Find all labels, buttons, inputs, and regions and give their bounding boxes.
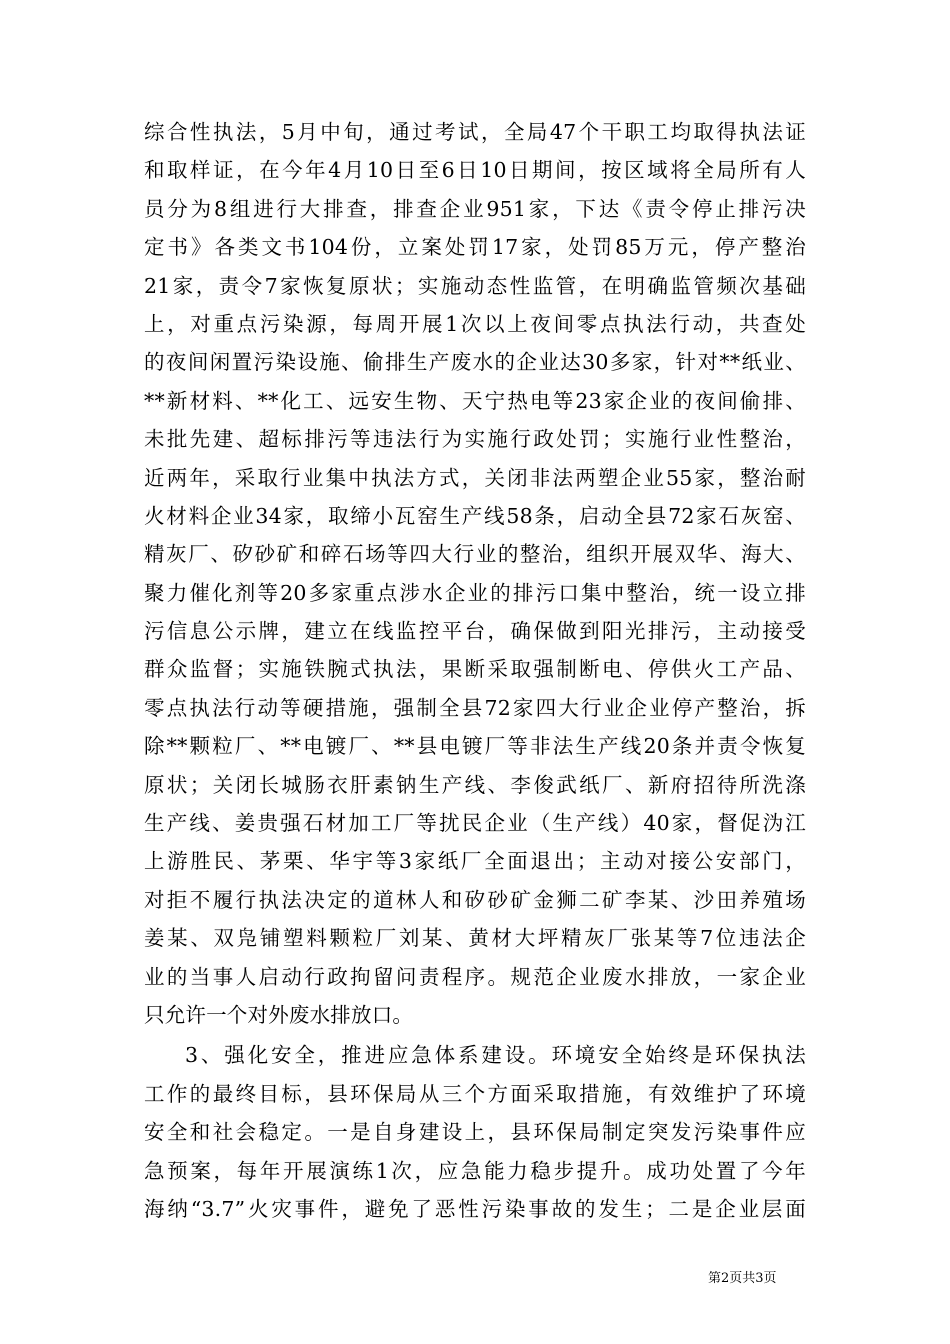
text-line: 上，对重点污染源，每周开展1次以上夜间零点执法行动，共查处 bbox=[144, 311, 806, 336]
text-line: 除**颗粒厂、**电镀厂、**县电镀厂等非法生产线20条并责令恢复 bbox=[144, 734, 806, 759]
text-line: 急预案，每年开展演练1次，应急能力稳步提升。成功处置了今年 bbox=[144, 1158, 806, 1183]
text-line-first-indented: 3、强化安全，推进应急体系建设。环境安全始终是环保执法 bbox=[185, 1043, 806, 1068]
text-line: 上游胜民、茅栗、华宇等3家纸厂全面退出；主动对接公安部门， bbox=[144, 849, 806, 874]
document-body bbox=[144, 113, 806, 1228]
text-line: 的夜间闲置污染设施、偷排生产废水的企业达30多家，针对**纸业、 bbox=[144, 350, 806, 375]
paragraph-safety bbox=[144, 1036, 806, 1228]
text-line: 工作的最终目标，县环保局从三个方面采取措施，有效维护了环境 bbox=[144, 1081, 806, 1106]
text-line: 业的当事人启动行政拘留问责程序。规范企业废水排放，一家企业 bbox=[144, 964, 806, 989]
text-line: 综合性执法，5月中旬，通过考试，全局47个干职工均取得执法证 bbox=[144, 120, 806, 144]
text-line: 聚力催化剂等20多家重点涉水企业的排污口集中整治，统一设立排 bbox=[144, 580, 806, 605]
text-line: 火材料企业34家，取缔小瓦窑生产线58条，启动全县72家石灰窑、 bbox=[144, 503, 806, 528]
text-line: 零点执法行动等硬措施，强制全县72家四大行业企业停产整治，拆 bbox=[144, 695, 806, 720]
page-number-footer: 第2页共3页 bbox=[708, 1271, 777, 1286]
text-line: 污信息公示牌，建立在线监控平台，确保做到阳光排污，主动接受 bbox=[144, 619, 806, 644]
text-line-last: 只允许一个对外废水排放口。 bbox=[144, 1002, 414, 1027]
text-line: 21家，责令7家恢复原状；实施动态性监管，在明确监管频次基础 bbox=[144, 273, 806, 298]
text-line: 精灰厂、矽砂矿和碎石场等四大行业的整治，组织开展双华、海大、 bbox=[144, 542, 806, 567]
text-line: 群众监督；实施铁腕式执法，果断采取强制断电、停供火工产品、 bbox=[144, 657, 806, 682]
text-line: 海纳“3.7”火灾事件，避免了恶性污染事故的发生；二是企业层面 bbox=[144, 1196, 806, 1221]
text-line: 员分为8组进行大排查，排查企业951家，下达《责令停止排污决 bbox=[144, 196, 806, 221]
text-line: 原状；关闭长城肠衣肝素钠生产线、李俊武纸厂、新府招待所洗涤 bbox=[144, 772, 806, 797]
text-line: 姜某、双凫铺塑料颗粒厂刘某、黄材大坪精灰厂张某等7位违法企 bbox=[144, 926, 806, 951]
text-line: 和取样证，在今年4月10日至6日10日期间，按区域将全局所有人 bbox=[144, 158, 806, 183]
text-line: 对拒不履行执法决定的道林人和矽砂矿金狮二矿李某、沙田养殖场 bbox=[144, 887, 806, 912]
paragraph-enforcement bbox=[144, 113, 806, 1034]
text-line: 定书》各类文书104份，立案处罚17家，处罚85万元，停产整治 bbox=[144, 235, 806, 260]
text-line: 生产线、姜贵强石材加工厂等扰民企业（生产线）40家，督促沩江 bbox=[144, 811, 806, 836]
text-line: 未批先建、超标排污等违法行为实施行政处罚；实施行业性整治， bbox=[144, 427, 806, 452]
text-line: **新材料、**化工、远安生物、天宁热电等23家企业的夜间偷排、 bbox=[144, 388, 806, 413]
text-line: 近两年，采取行业集中执法方式，关闭非法两塑企业55家，整治耐 bbox=[144, 465, 806, 490]
text-line: 安全和社会稳定。一是自身建设上，县环保局制定突发污染事件应 bbox=[144, 1120, 806, 1145]
